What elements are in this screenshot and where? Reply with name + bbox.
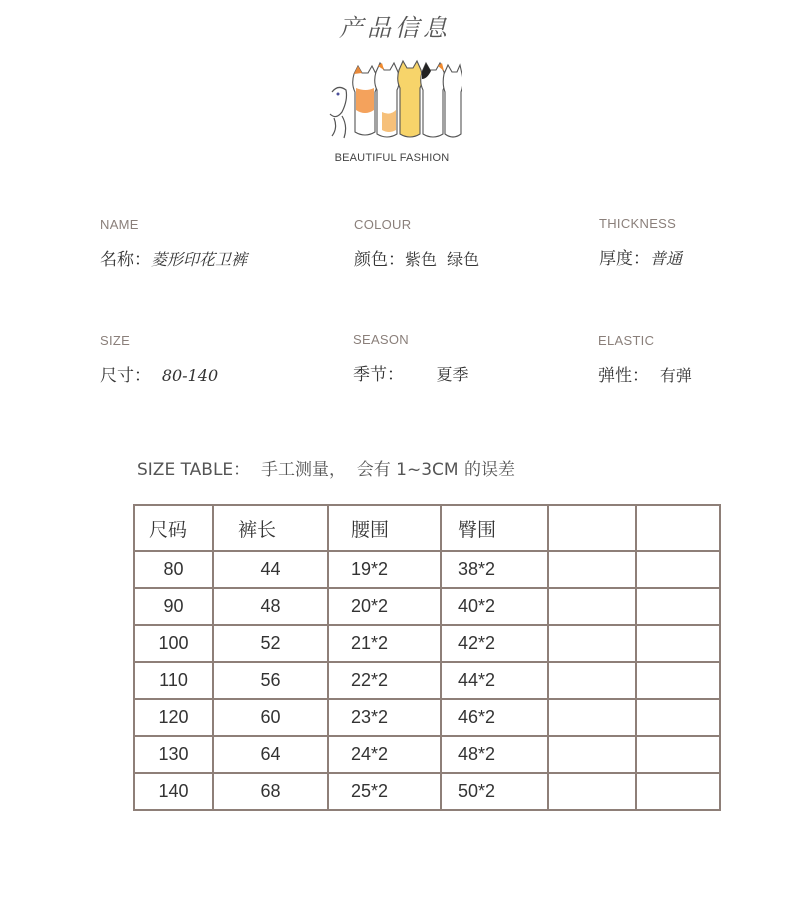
- size-table-cell: 42*2: [441, 625, 548, 662]
- size-table-cell: 44*2: [441, 662, 548, 699]
- table-row: [134, 588, 720, 625]
- field-thickness-value: 普通: [650, 249, 683, 268]
- size-table-cell: 140: [134, 773, 213, 810]
- size-table-header: 臀围: [441, 505, 548, 551]
- page-title: 产品信息: [339, 14, 451, 42]
- field-size-label: 尺寸：: [100, 366, 151, 386]
- field-season: [353, 332, 468, 385]
- field-size-value: 80-140: [161, 366, 219, 385]
- field-colour-value: 紫色 绿色: [405, 250, 480, 269]
- field-colour: [354, 217, 479, 270]
- size-table-cell: 25*2: [328, 773, 441, 810]
- field-name-en: NAME: [100, 217, 139, 232]
- size-table-header-row: [134, 505, 720, 551]
- logo-caption: BEAUTIFUL FASHION: [334, 152, 450, 164]
- size-table-cell: 19*2: [328, 551, 441, 588]
- field-name-value: 菱形印花卫裤: [151, 250, 248, 269]
- size-table-header: 尺码: [134, 505, 213, 551]
- size-table-cell: 23*2: [328, 699, 441, 736]
- field-colour-en: COLOUR: [354, 217, 412, 232]
- size-table-cell: 130: [134, 736, 213, 773]
- size-table-header: 裤长: [213, 505, 328, 551]
- size-table-cell: 22*2: [328, 662, 441, 699]
- field-size: [100, 333, 218, 386]
- field-elastic-label: 弹性：: [598, 366, 649, 386]
- size-table-cell: 80: [134, 551, 213, 588]
- table-row: [134, 736, 720, 773]
- field-name: [100, 217, 247, 270]
- field-name-label: 名称：: [100, 250, 151, 270]
- size-table-cell: 20*2: [328, 588, 441, 625]
- size-table-cell: [548, 662, 636, 699]
- size-table-cell: [636, 773, 720, 810]
- table-row: [134, 662, 720, 699]
- field-elastic-en: ELASTIC: [598, 333, 655, 348]
- size-table-header: [548, 505, 636, 551]
- size-table-note: SIZE TABLE： 手工测量， 会有 1~3CM 的误差: [137, 460, 516, 480]
- size-table: [133, 504, 721, 811]
- cartoon-cats-logo-icon: [322, 52, 462, 152]
- size-table-cell: 64: [213, 736, 328, 773]
- size-table-cell: 68: [213, 773, 328, 810]
- size-table-cell: [636, 662, 720, 699]
- field-season-label: 季节：: [353, 365, 404, 385]
- size-table-header: [636, 505, 720, 551]
- field-thickness: [599, 216, 682, 269]
- size-table-cell: 46*2: [441, 699, 548, 736]
- table-row: [134, 625, 720, 662]
- size-table-cell: 40*2: [441, 588, 548, 625]
- size-table-cell: [636, 625, 720, 662]
- size-table-cell: 21*2: [328, 625, 441, 662]
- size-table-cell: [548, 773, 636, 810]
- size-table-header: 腰围: [328, 505, 441, 551]
- field-season-value: 夏季: [436, 365, 469, 384]
- size-table-cell: [548, 736, 636, 773]
- size-table-cell: 24*2: [328, 736, 441, 773]
- table-row: [134, 773, 720, 810]
- size-table-cell: 100: [134, 625, 213, 662]
- size-table-cell: 38*2: [441, 551, 548, 588]
- size-table-cell: 44: [213, 551, 328, 588]
- size-table-cell: [548, 588, 636, 625]
- field-elastic-value: 有弹: [659, 366, 692, 385]
- size-table-cell: [636, 588, 720, 625]
- size-table-cell: 52: [213, 625, 328, 662]
- field-colour-label: 颜色：: [354, 250, 405, 270]
- size-table-cell: [548, 625, 636, 662]
- size-table-cell: [548, 551, 636, 588]
- field-thickness-label: 厚度：: [599, 249, 650, 269]
- field-season-en: SEASON: [353, 332, 409, 347]
- brand-logo: [322, 52, 462, 170]
- size-table-cell: 60: [213, 699, 328, 736]
- size-table-cell: 48*2: [441, 736, 548, 773]
- size-table-cell: 120: [134, 699, 213, 736]
- size-table-cell: 50*2: [441, 773, 548, 810]
- size-table-cell: 56: [213, 662, 328, 699]
- field-thickness-en: THICKNESS: [599, 216, 677, 231]
- size-table-cell: [636, 551, 720, 588]
- size-table-cell: [636, 736, 720, 773]
- table-row: [134, 551, 720, 588]
- size-table-cell: [636, 699, 720, 736]
- table-row: [134, 699, 720, 736]
- size-table-cell: 48: [213, 588, 328, 625]
- size-table-cell: 90: [134, 588, 213, 625]
- size-table-cell: 110: [134, 662, 213, 699]
- field-size-en: SIZE: [100, 333, 131, 348]
- size-table-cell: [548, 699, 636, 736]
- field-elastic: [598, 333, 692, 386]
